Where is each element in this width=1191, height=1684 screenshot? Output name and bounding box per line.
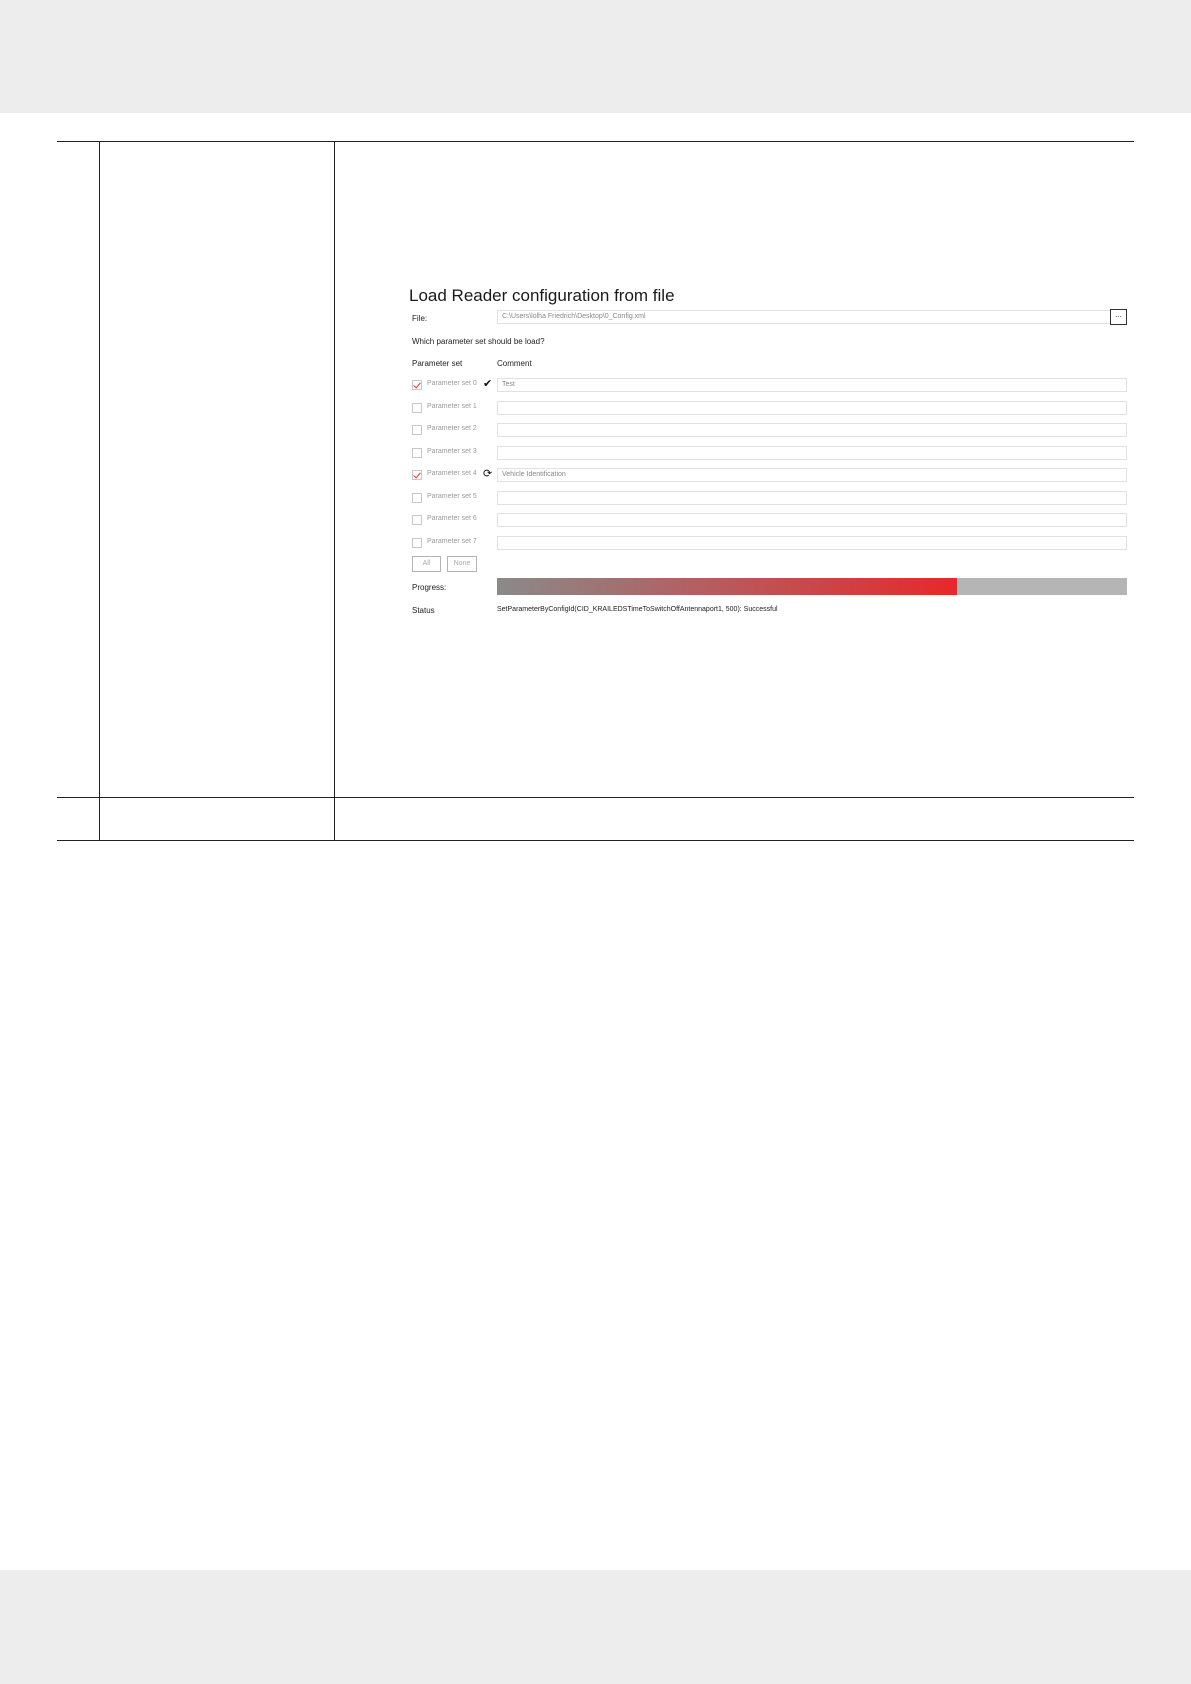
progress-label: Progress: [412, 583, 447, 592]
parameter-set-checkbox[interactable] [412, 448, 422, 458]
file-label: File: [412, 314, 428, 323]
parameter-set-label: Parameter set 0 [427, 380, 477, 387]
select-all-button[interactable]: All [412, 556, 441, 572]
parameter-set-label: Parameter set 7 [427, 538, 477, 545]
parameter-set-label: Parameter set 2 [427, 425, 477, 432]
file-path-field[interactable]: C:\Users\lolha Friedrich\Desktop\0_Config.xml [497, 310, 1127, 324]
column-header-parameter-set: Parameter set [412, 359, 463, 368]
browse-button[interactable]: ... [1110, 309, 1127, 325]
column-header-comment: Comment [497, 359, 532, 368]
parameter-set-checkbox[interactable] [412, 470, 422, 480]
table-top-border [57, 141, 1134, 142]
table-column-divider [334, 141, 335, 840]
parameter-set-checkbox[interactable] [412, 538, 422, 548]
status-value: SetParameterByConfigId(CID_KRAILEDSTimeToSwitchOffAntennaport1, 500): Successful [497, 606, 778, 613]
status-label: Status [412, 606, 435, 615]
question-text: Which parameter set should be load? [412, 337, 545, 346]
parameter-set-label: Parameter set 6 [427, 515, 477, 522]
table-column-divider [99, 141, 100, 840]
parameter-set-checkbox[interactable] [412, 493, 422, 503]
parameter-set-checkbox[interactable] [412, 425, 422, 435]
page-top-band [0, 0, 1191, 113]
progress-bar [497, 578, 1127, 595]
parameter-set-comment-field[interactable] [497, 491, 1127, 505]
page-bottom-band [0, 1570, 1191, 1684]
parameter-set-checkbox[interactable] [412, 515, 422, 525]
parameter-set-comment-field[interactable] [497, 513, 1127, 527]
parameter-set-comment-field[interactable]: Vehicle Identification [497, 468, 1127, 482]
parameter-set-label: Parameter set 4 [427, 470, 477, 477]
parameter-set-comment-field[interactable]: Test [497, 378, 1127, 392]
refresh-icon: ⟳ [483, 468, 493, 480]
parameter-set-checkbox[interactable] [412, 403, 422, 413]
parameter-set-comment-field[interactable] [497, 401, 1127, 415]
parameter-set-label: Parameter set 1 [427, 403, 477, 410]
table-row-divider [57, 797, 1134, 798]
table-bottom-border [57, 840, 1134, 841]
parameter-set-label: Parameter set 3 [427, 448, 477, 455]
parameter-set-label: Parameter set 5 [427, 493, 477, 500]
parameter-set-comment-field[interactable] [497, 423, 1127, 437]
progress-bar-fill [497, 578, 957, 595]
checkmark-icon: ✔ [483, 378, 493, 390]
select-none-button[interactable]: None [447, 556, 477, 572]
parameter-set-comment-field[interactable] [497, 446, 1127, 460]
dialog-title: Load Reader configuration from file [409, 286, 675, 305]
parameter-set-comment-field[interactable] [497, 536, 1127, 550]
parameter-set-checkbox[interactable] [412, 380, 422, 390]
